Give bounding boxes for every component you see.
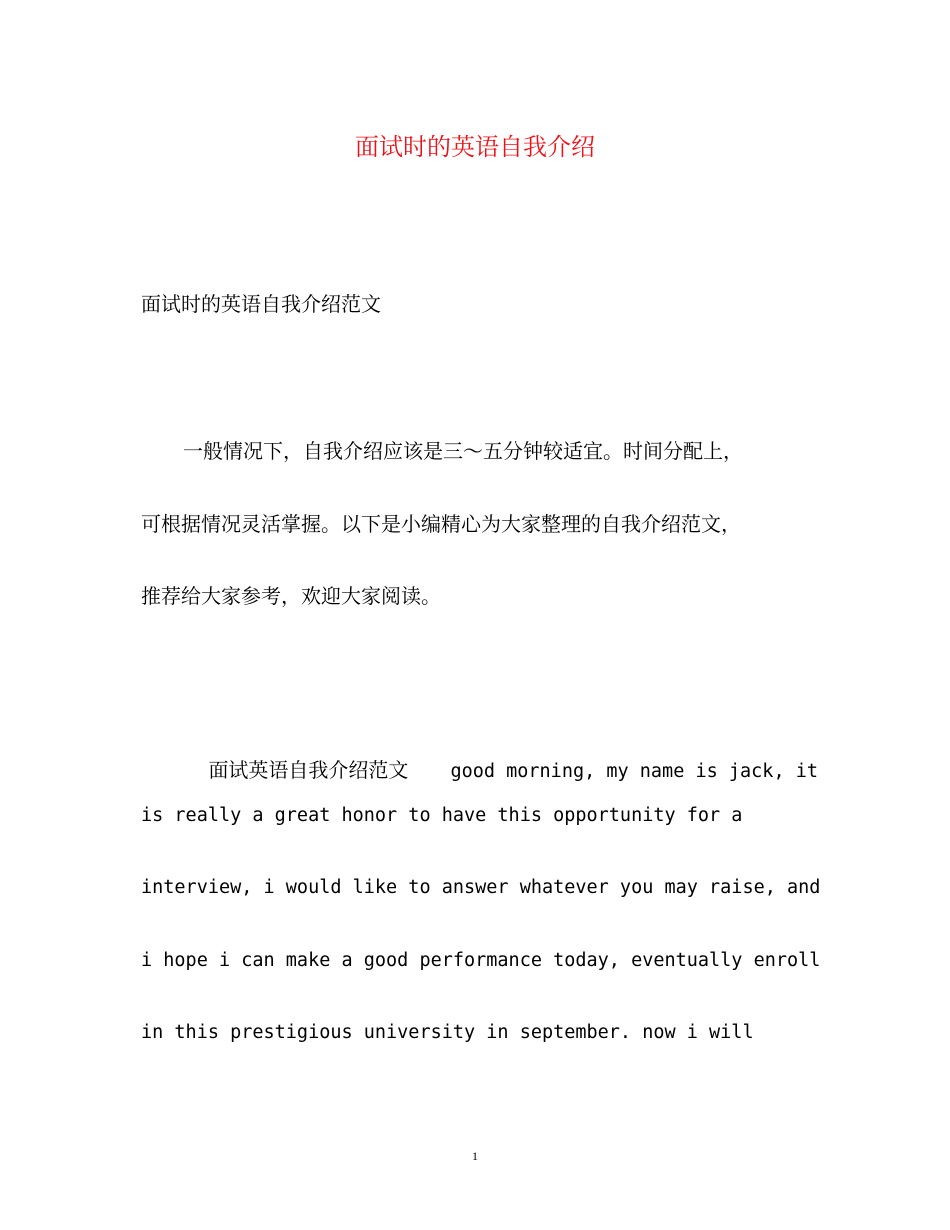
- document-subtitle: 面试时的英语自我介绍范文: [141, 292, 381, 316]
- document-title: 面试时的英语自我介绍: [355, 133, 595, 161]
- sample-line-1: good morning, my name is jack, it: [450, 761, 818, 782]
- sample-line-2: is really a great honor to have this opportunity for a: [141, 805, 743, 826]
- sample-line-5: in this prestigious university in september. now i will: [141, 1022, 754, 1043]
- intro-line-1: 一般情况下，自我介绍应该是三～五分钟较适宜。时间分配上，: [183, 439, 743, 463]
- sample-line-4: i hope i can make a good performance today, eventually enroll: [141, 950, 821, 971]
- intro-line-2: 可根据情况灵活掌握。以下是小编精心为大家整理的自我介绍范文，: [141, 512, 741, 536]
- sample-line-3: interview, i would like to answer whatever you may raise, and: [141, 877, 821, 898]
- sample-heading: 面试英语自我介绍范文: [208, 758, 409, 782]
- page-number: 1: [472, 1149, 478, 1163]
- intro-line-3: 推荐给大家参考，欢迎大家阅读。: [141, 584, 441, 608]
